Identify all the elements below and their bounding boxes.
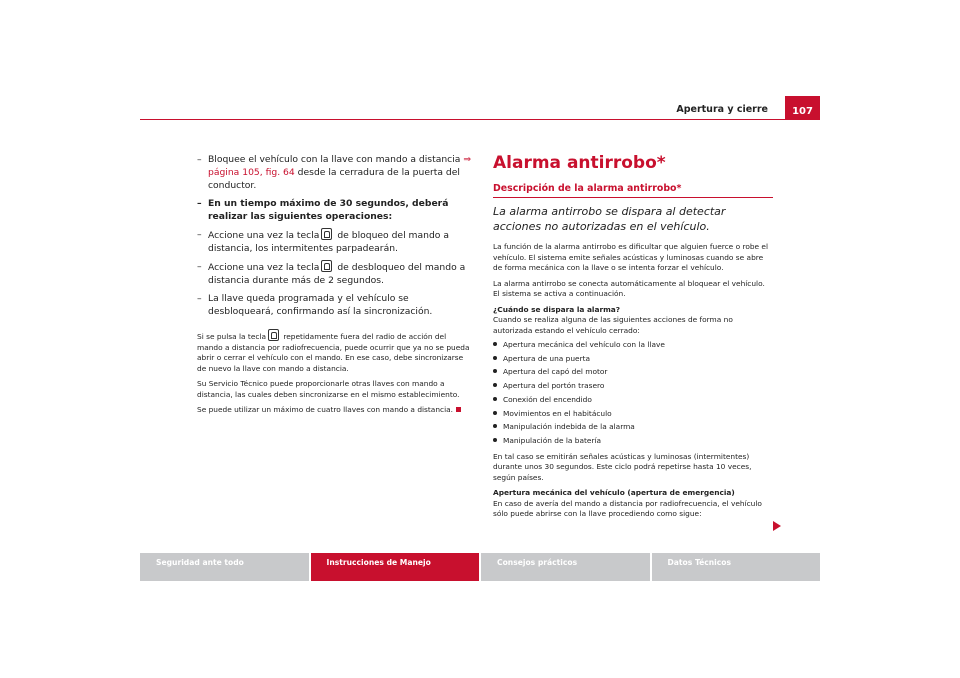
section-lead: La alarma antirrobo se dispara al detectar acciones no autorizadas en el vehículo. <box>493 205 726 233</box>
step-text: Bloquee el vehículo con la llave con mando a distancia <box>208 154 464 165</box>
step-press-unlock <box>197 260 472 287</box>
step-press-lock <box>197 228 472 255</box>
continue-arrow-icon[interactable] <box>773 521 781 531</box>
list-item: Manipulación de la batería <box>493 434 773 448</box>
list-item: Apertura de una puerta <box>493 352 773 366</box>
header-rule <box>140 119 820 120</box>
section-subtitle: Descripción de la alarma antirrobo* <box>493 183 773 198</box>
tab-consejos[interactable]: Consejos prácticos <box>481 553 650 581</box>
paragraph-function: La función de la alarma antirrobo es dificultar que alguien fuerce o robe el vehículo. El sistema emite señales acústicas y luminosas cuando se abre de forma mecánica con la llave o se intenta forzar el vehículo. <box>493 242 769 272</box>
trigger-list <box>493 338 773 448</box>
step-programmed <box>197 292 472 318</box>
lock-key-icon <box>321 228 332 240</box>
tab-instrucciones[interactable]: Instrucciones de Manejo <box>311 553 480 581</box>
dash: – <box>197 229 202 240</box>
right-column <box>493 153 773 525</box>
note-max-keys: Se puede utilizar un máximo de cuatro llaves con mando a distancia. <box>197 405 472 416</box>
page-reference-link[interactable]: ⇒ página 105, fig. 64 <box>208 154 472 178</box>
section-title: Alarma antirrobo* <box>493 153 666 173</box>
list-item: Movimientos en el habitáculo <box>493 407 773 421</box>
section-end-icon <box>456 407 461 412</box>
bullet-icon <box>493 342 497 346</box>
dash: – <box>197 261 202 272</box>
list-item: Apertura del capó del motor <box>493 365 773 379</box>
bullet-icon <box>493 397 497 401</box>
dash: – <box>197 154 202 165</box>
step-text: de desbloqueo del mando a distancia durante más de 2 segundos. <box>208 262 466 286</box>
list-item: Apertura del portón trasero <box>493 379 773 393</box>
bullet-icon <box>493 424 497 428</box>
step-text: La llave queda programada y el vehículo se desbloqueará, confirmando así la sincronización. <box>208 293 433 317</box>
paragraph-trigger: Cuando se realiza alguna de las siguientes acciones de forma no autorizada estando el vehículo cerrado: <box>493 315 733 335</box>
paragraph-activation: La alarma antirrobo se conecta automáticamente al bloquear el vehículo. El sistema se activa a continuación. <box>493 278 765 298</box>
bullet-icon <box>493 356 497 360</box>
tab-seguridad[interactable]: Seguridad ante todo <box>140 553 309 581</box>
dash: – <box>197 293 202 304</box>
list-item: Conexión del encendido <box>493 393 773 407</box>
bullet-icon <box>493 411 497 415</box>
step-text: de bloqueo del mando a distancia, los intermitentes parpadearán. <box>208 230 449 254</box>
step-text: En un tiempo máximo de 30 segundos, deberá realizar las siguientes operaciones: <box>208 198 449 222</box>
heading-trigger: ¿Cuándo se dispara la alarma? <box>493 304 621 314</box>
paragraph-emergency: En caso de avería del mando a distancia por radiofrecuencia, el vehículo sólo puede abrirse con la llave procediendo como sigue: <box>493 498 762 519</box>
step-time-limit <box>197 197 472 223</box>
note-out-of-range: Si se pulsa la tecla repetidamente fuera del radio de acción del mando a distancia por radiofrecuencia, puede ocurrir que ya no se pueda abrir o cerrar el vehículo con el mando. En ese caso, debe sincronizarse de nuevo la llave con mando a distancia. <box>197 329 472 374</box>
page-number: 107 <box>785 96 820 120</box>
dash: – <box>197 198 202 209</box>
bullet-icon <box>493 438 497 442</box>
note-extra-keys: Su Servicio Técnico puede proporcionarle otras llaves con mando a distancia, las cuales deben sincronizarse en el mismo establecimiento. <box>197 379 460 399</box>
step-text: Accione una vez la tecla <box>208 262 320 273</box>
key-button-icon <box>268 329 279 341</box>
unlock-key-icon <box>321 260 332 272</box>
paragraph-signals: En tal caso se emitirán señales acústicas y luminosas (intermitentes) durante unos 30 segundos. Este ciclo podrá repetirse hasta 10 veces, según países. <box>493 451 752 482</box>
tab-datos[interactable]: Datos Técnicos <box>652 553 821 581</box>
header-title: Apertura y cierre <box>676 104 768 115</box>
bullet-icon <box>493 369 497 373</box>
heading-emergency: Apertura mecánica del vehículo (apertura de emergencia) <box>493 488 735 498</box>
left-column <box>197 153 472 421</box>
step-text: Accione una vez la tecla <box>208 230 320 241</box>
footer-nav <box>140 553 820 581</box>
list-item: Manipulación indebida de la alarma <box>493 420 773 434</box>
step-text: desde la cerradura de la puerta del conductor. <box>208 167 460 191</box>
bullet-icon <box>493 383 497 387</box>
list-item: Apertura mecánica del vehículo con la llave <box>493 338 773 352</box>
step-lock-vehicle <box>197 153 472 192</box>
